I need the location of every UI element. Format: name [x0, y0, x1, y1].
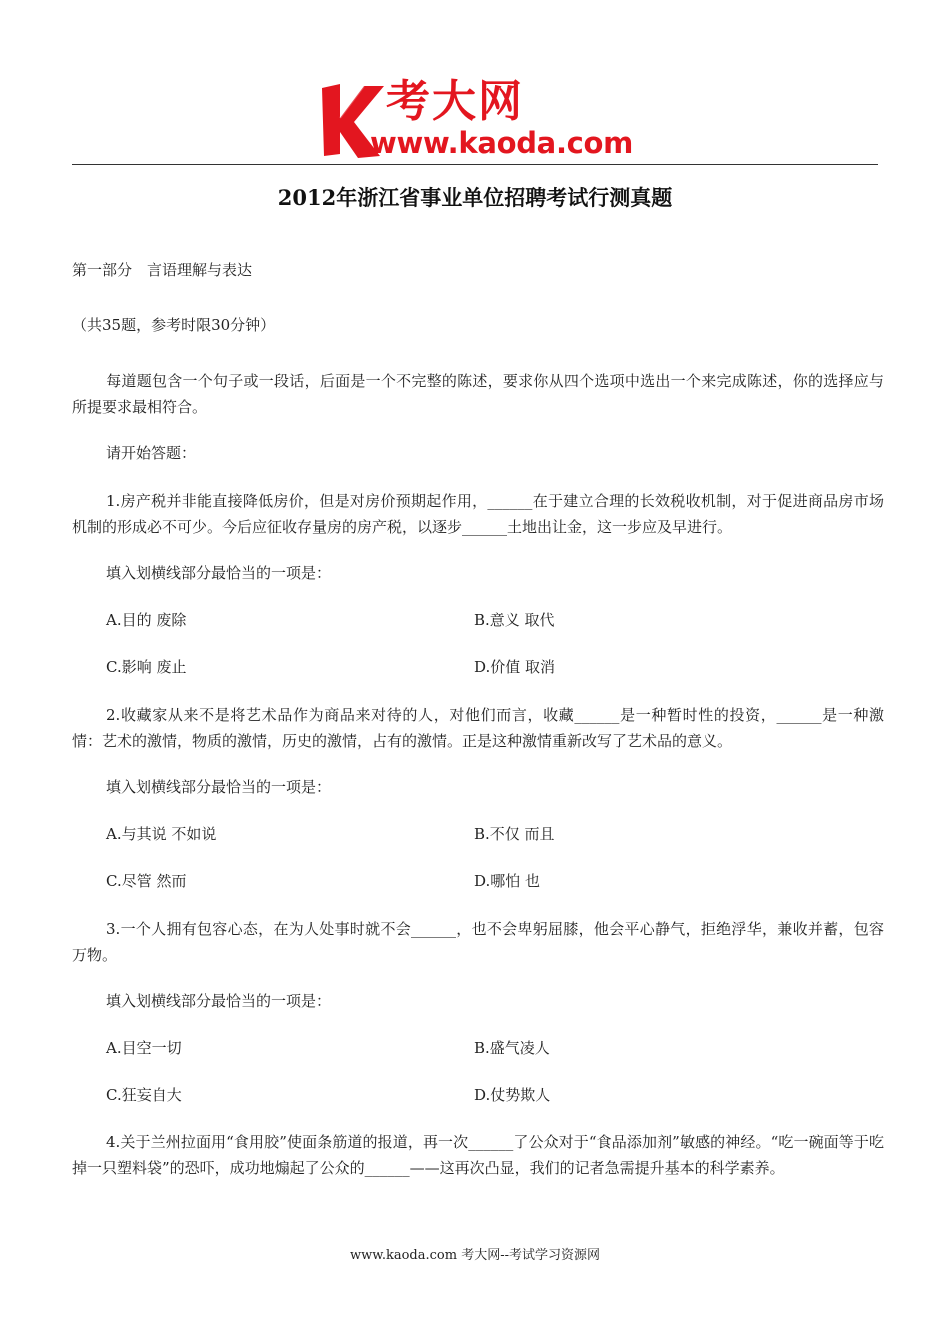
question-3-prompt: 填入划横线部分最恰当的一项是：: [106, 992, 332, 1010]
question-3-option-a[interactable]: A.目空一切: [106, 1039, 182, 1057]
instruction-text: 每道题包含一个句子或一段话，后面是一个不完整的陈述，要求你从四个选项中选出一个来完成陈述，你的选择应与所提要求最相符合。: [72, 372, 884, 416]
logo-url: www.kaoda.com: [370, 126, 634, 160]
question-2-option-d[interactable]: D.哪怕 也: [474, 872, 541, 890]
instruction-paragraph: [72, 368, 884, 420]
logo-chinese-name: 考大网: [386, 76, 524, 127]
section-heading: 第一部分 言语理解与表达: [72, 261, 253, 279]
question-4-text: 4.关于兰州拉面用“食用胶”使面条筋道的报道，再一次______了公众对于“食品添加剂”敏感的神经。“吃一碗面等于吃掉一只塑料袋”的恐吓，成功地煽起了公众的______——这再次凸显，我们的记者急需提升基本的科学素养。: [72, 1133, 884, 1177]
question-2-option-c[interactable]: C.尽管 然而: [106, 872, 187, 890]
question-3-option-c[interactable]: C.狂妄自大: [106, 1086, 182, 1104]
question-2-text: 2.收藏家从来不是将艺术品作为商品来对待的人，对他们而言，收藏______是一种暂时性的投资，______是一种激情：艺术的激情，物质的激情，历史的激情，占有的激情。正是这种激情重新改写了艺术品的意义。: [72, 706, 884, 750]
question-1-text: 1.房产税并非能直接降低房价，但是对房价预期起作用，______在于建立合理的长效税收机制，对于促进商品房市场机制的形成必不可少。今后应征收存量房的房产税，以逐步______土地出让金，这一步应及早进行。: [72, 492, 884, 536]
question-2-option-a[interactable]: A.与其说 不如说: [106, 825, 217, 843]
question-2: [72, 702, 884, 754]
question-3-option-b[interactable]: B.盛气凌人: [474, 1039, 550, 1057]
question-1-option-a[interactable]: A.目的 废除: [106, 611, 187, 629]
header-divider: [72, 164, 878, 165]
question-1-option-b[interactable]: B.意义 取代: [474, 611, 555, 629]
page-footer[interactable]: www.kaoda.com 考大网--考试学习资源网: [350, 1248, 600, 1263]
question-1: [72, 488, 884, 540]
question-2-option-b[interactable]: B.不仅 而且: [474, 825, 555, 843]
question-1-prompt: 填入划横线部分最恰当的一项是：: [106, 564, 332, 582]
page-title: 2012年浙江省事业单位招聘考试行测真题: [277, 185, 673, 210]
question-1-option-d[interactable]: D.价值 取消: [474, 658, 556, 676]
kaoda-logo[interactable]: [318, 78, 648, 160]
question-3-text: 3.一个人拥有包容心态，在为人处事时就不会______，也不会卑躬屈膝，他会平心静气，拒绝浮华，兼收并蓄，包容万物。: [72, 920, 884, 964]
question-2-prompt: 填入划横线部分最恰当的一项是：: [106, 778, 332, 796]
question-3: [72, 916, 884, 968]
question-4: [72, 1129, 884, 1181]
start-prompt: 请开始答题：: [106, 444, 197, 462]
question-3-option-d[interactable]: D.仗势欺人: [474, 1086, 551, 1104]
time-note: （共35题，参考时限30分钟）: [72, 316, 276, 334]
question-1-option-c[interactable]: C.影响 废止: [106, 658, 187, 676]
